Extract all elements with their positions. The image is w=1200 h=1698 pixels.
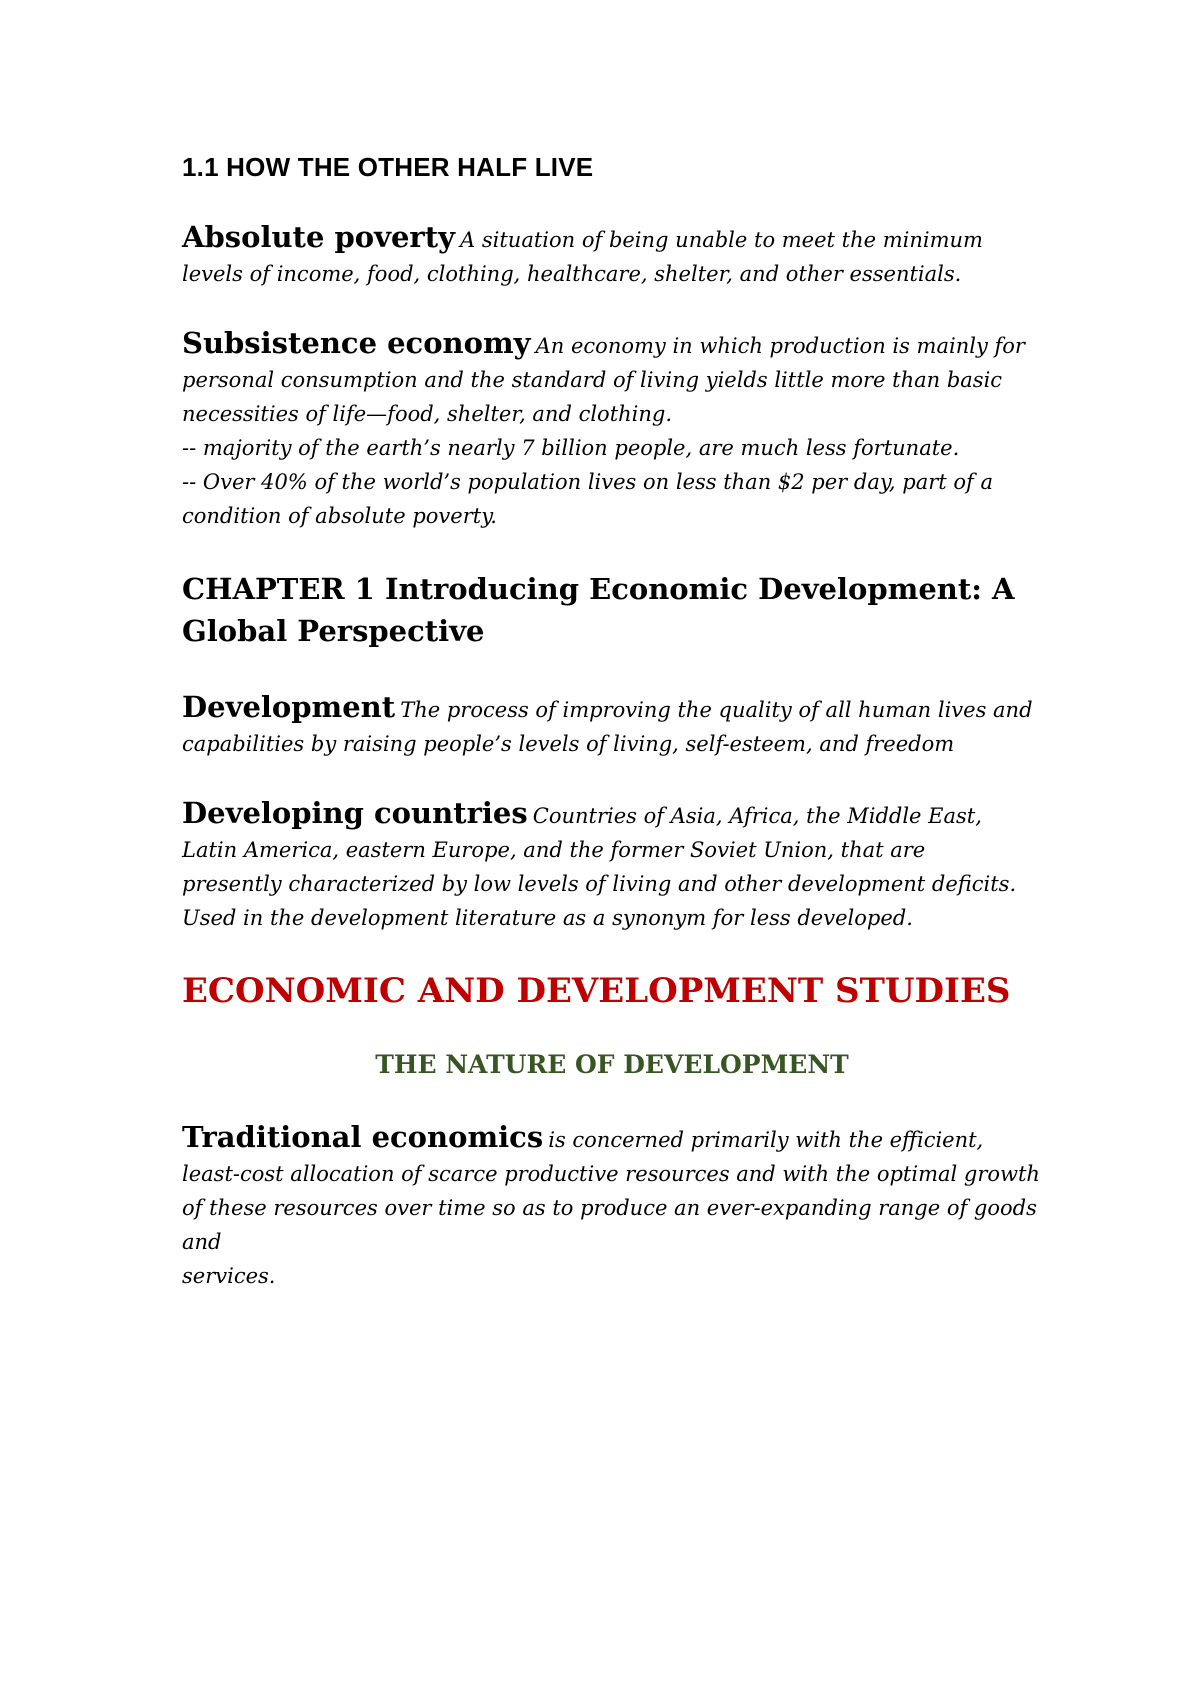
term-definition: A situation of being unable to meet the minimum levels of income, food, clothing, healthcare, shelter, and other essentials. <box>182 228 983 286</box>
term-label: Developing countries <box>182 796 528 830</box>
note-line: -- majority of the earth’s nearly 7 billion people, are much less fortunate. <box>182 436 960 460</box>
red-heading: ECONOMIC AND DEVELOPMENT STUDIES <box>182 971 1011 1011</box>
definition-continuation: presently characterized by low levels of living and other development deficits. Used in the development literature as a synonym for less developed. <box>182 872 1017 930</box>
chapter-title: CHAPTER 1 Introducing Economic Development: A Global Perspective <box>182 572 1015 648</box>
term-label: Development <box>182 690 396 724</box>
definition-entry-subsistence-economy <box>182 326 1042 533</box>
term-label: Subsistence economy <box>182 326 531 360</box>
term-definition: is concerned primarily with the efficient, least-cost allocation of scarce productive resources and with the optimal growth of these resources over time so as to produce an ever-expanding range of goods and <box>182 1128 1040 1254</box>
term-definition: Countries of Asia, Africa, the Middle East, Latin America, eastern Europe, and the former Soviet Union, that are <box>182 804 982 862</box>
term-label: Traditional economics <box>182 1120 544 1154</box>
document-content <box>182 150 1042 1328</box>
definition-entry-traditional-economics <box>182 1120 1042 1293</box>
term-label: Absolute poverty <box>182 220 455 254</box>
definition-entry-development <box>182 690 1042 761</box>
term-definition: An economy in which production is mainly for personal consumption and the standard of living yields little more than basic necessities of life—food, shelter, and clothing. <box>182 334 1025 426</box>
definition-entry-developing-countries <box>182 796 1042 935</box>
term-definition: The process of improving the quality of all human lives and capabilities by raising people’s levels of living, self-esteem, and freedom <box>182 698 1033 756</box>
definition-continuation: services. <box>182 1264 276 1288</box>
section-heading: 1.1 HOW THE OTHER HALF LIVE <box>182 152 594 182</box>
definition-entry-absolute-poverty <box>182 220 1042 291</box>
note-line: -- Over 40% of the world’s population lives on less than $2 per day, part of a condition of absolute poverty. <box>182 470 994 528</box>
green-subheading: THE NATURE OF DEVELOPMENT <box>375 1050 849 1079</box>
